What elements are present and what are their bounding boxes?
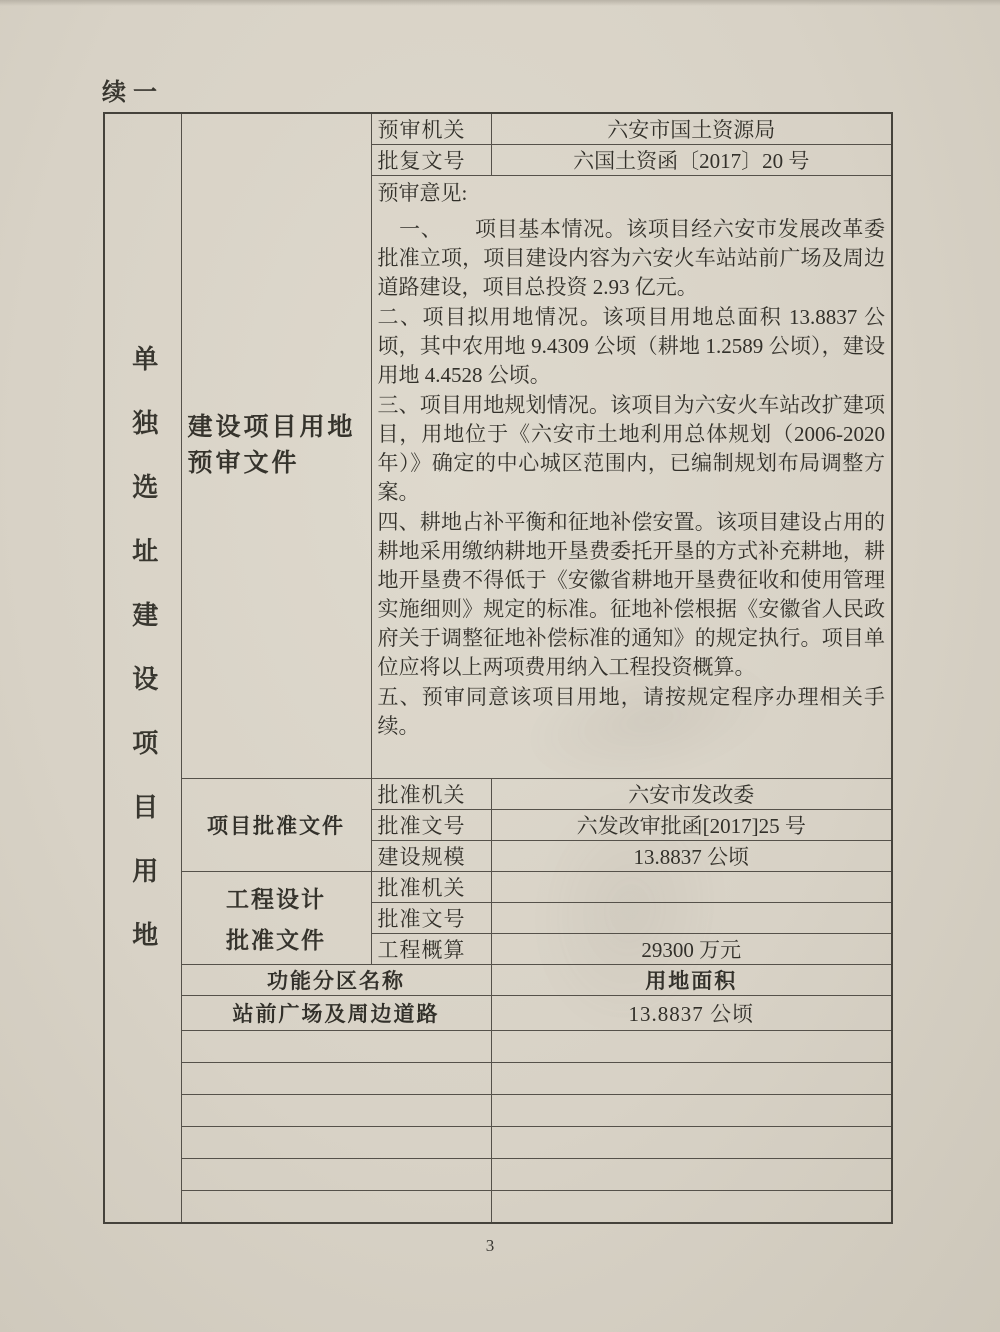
empty-zone-name-cell xyxy=(181,1127,491,1159)
pre-review-group-label-line1: 建设项目用地 xyxy=(187,413,356,441)
opinion-paragraph-1: 一、 项目基本情况。该项目经六安市发展改革委批准立项，项目建设内容为六安火车站站前广场及周边道路建设，项目总投资 2.93 亿元。 xyxy=(377,217,885,299)
empty-zone-area-cell xyxy=(491,1095,892,1127)
function-zone-name: 站前广场及周边道路 xyxy=(181,996,491,1031)
engineering-design-group-label-line1: 工程设计 xyxy=(226,887,326,912)
table-row xyxy=(104,779,892,810)
project-approval-group-label: 项目批准文件 xyxy=(181,779,371,872)
pre-review-group-cell xyxy=(181,113,371,779)
opinion-paragraph-2: 二、项目拟用地情况。该项目用地总面积 13.8837 公顷，其中农用地 9.4309 公顷（耕地 1.2589 公顷），建设用地 4.4528 公顷。 xyxy=(377,305,885,387)
pre-review-agency-label: 预审机关 xyxy=(371,113,491,145)
engineering-design-group-label-line2: 批准文件 xyxy=(226,928,326,953)
empty-zone-name-cell xyxy=(181,1191,491,1224)
engineering-design-estimate-value: 29300 万元 xyxy=(491,934,892,965)
land-use-form-table xyxy=(103,112,893,1224)
engineering-design-agency-value xyxy=(491,872,892,903)
table-row-empty xyxy=(104,1095,892,1127)
project-approval-agency-value: 六安市发改委 xyxy=(491,779,892,810)
pre-review-group-label-line2: 预审文件 xyxy=(187,450,300,477)
table-row-empty xyxy=(104,1191,892,1224)
project-approval-agency-label: 批准机关 xyxy=(371,779,491,810)
pre-review-opinion-cell xyxy=(371,176,892,779)
continuation-label: 续一 xyxy=(102,80,164,106)
empty-zone-name-cell xyxy=(181,1063,491,1095)
table-row xyxy=(104,965,892,996)
empty-zone-area-cell xyxy=(491,1031,892,1063)
empty-zone-name-cell xyxy=(181,1031,491,1063)
empty-zone-name-cell xyxy=(181,1095,491,1127)
engineering-design-estimate-label: 工程概算 xyxy=(371,934,491,965)
table-row xyxy=(104,996,892,1031)
table-row xyxy=(104,872,892,903)
empty-zone-name-cell xyxy=(181,1159,491,1191)
opinion-paragraph-4: 四、耕地占补平衡和征地补偿安置。该项目建设占用的耕地采用缴纳耕地开垦费委托开垦的方式补充耕地，耕地开垦费不得低于《安徽省耕地开垦费征收和使用管理实施细则》规定的标准。征地补偿根据《安徽省人民政府关于调整征地补偿标准的通知》的规定执行。项目单位应将以上两项费用纳入工程投资概算。 xyxy=(377,510,885,679)
function-zone-name-header: 功能分区名称 xyxy=(181,965,491,996)
table-row-empty xyxy=(104,1127,892,1159)
table-row-empty xyxy=(104,1159,892,1191)
empty-zone-area-cell xyxy=(491,1127,892,1159)
table-row xyxy=(104,113,892,145)
engineering-design-agency-label: 批准机关 xyxy=(371,872,491,903)
function-zone-area-header: 用地面积 xyxy=(491,965,892,996)
opinion-paragraph-5: 五、预审同意该项目用地，请按规定程序办理相关手续。 xyxy=(377,685,885,738)
engineering-design-group-cell xyxy=(181,872,371,965)
project-approval-doc-no-label: 批准文号 xyxy=(371,810,491,841)
function-zone-area: 13.8837 公顷 xyxy=(491,996,892,1031)
pre-review-opinion-label: 预审意见: xyxy=(377,181,468,205)
empty-zone-area-cell xyxy=(491,1191,892,1224)
pre-review-agency-value: 六安市国土资源局 xyxy=(491,113,892,145)
pre-review-doc-no-value: 六国土资函〔2017〕20 号 xyxy=(491,145,892,176)
engineering-design-group-label xyxy=(182,878,371,958)
table-row-empty xyxy=(104,1031,892,1063)
row-group-label: 单独选址建设项目用地 xyxy=(128,345,158,985)
empty-zone-area-cell xyxy=(491,1159,892,1191)
pre-review-doc-no-label: 批复文号 xyxy=(371,145,491,176)
empty-zone-area-cell xyxy=(491,1063,892,1095)
project-approval-scale-value: 13.8837 公顷 xyxy=(491,841,892,872)
row-group-label-cell xyxy=(104,113,181,1223)
project-approval-scale-label: 建设规模 xyxy=(371,841,491,872)
project-approval-doc-no-value: 六发改审批函[2017]25 号 xyxy=(491,810,892,841)
opinion-paragraph-3: 三、项目用地规划情况。该项目为六安火车站改扩建项目，用地位于《六安市土地利用总体规划（2006-2020年）》确定的中心城区范围内，已编制规划布局调整方案。 xyxy=(377,393,885,504)
page-number: 3 xyxy=(485,1236,495,1255)
table-row-empty xyxy=(104,1063,892,1095)
engineering-design-doc-no-value xyxy=(491,903,892,934)
engineering-design-doc-no-label: 批准文号 xyxy=(371,903,491,934)
pre-review-group-label xyxy=(188,410,365,483)
